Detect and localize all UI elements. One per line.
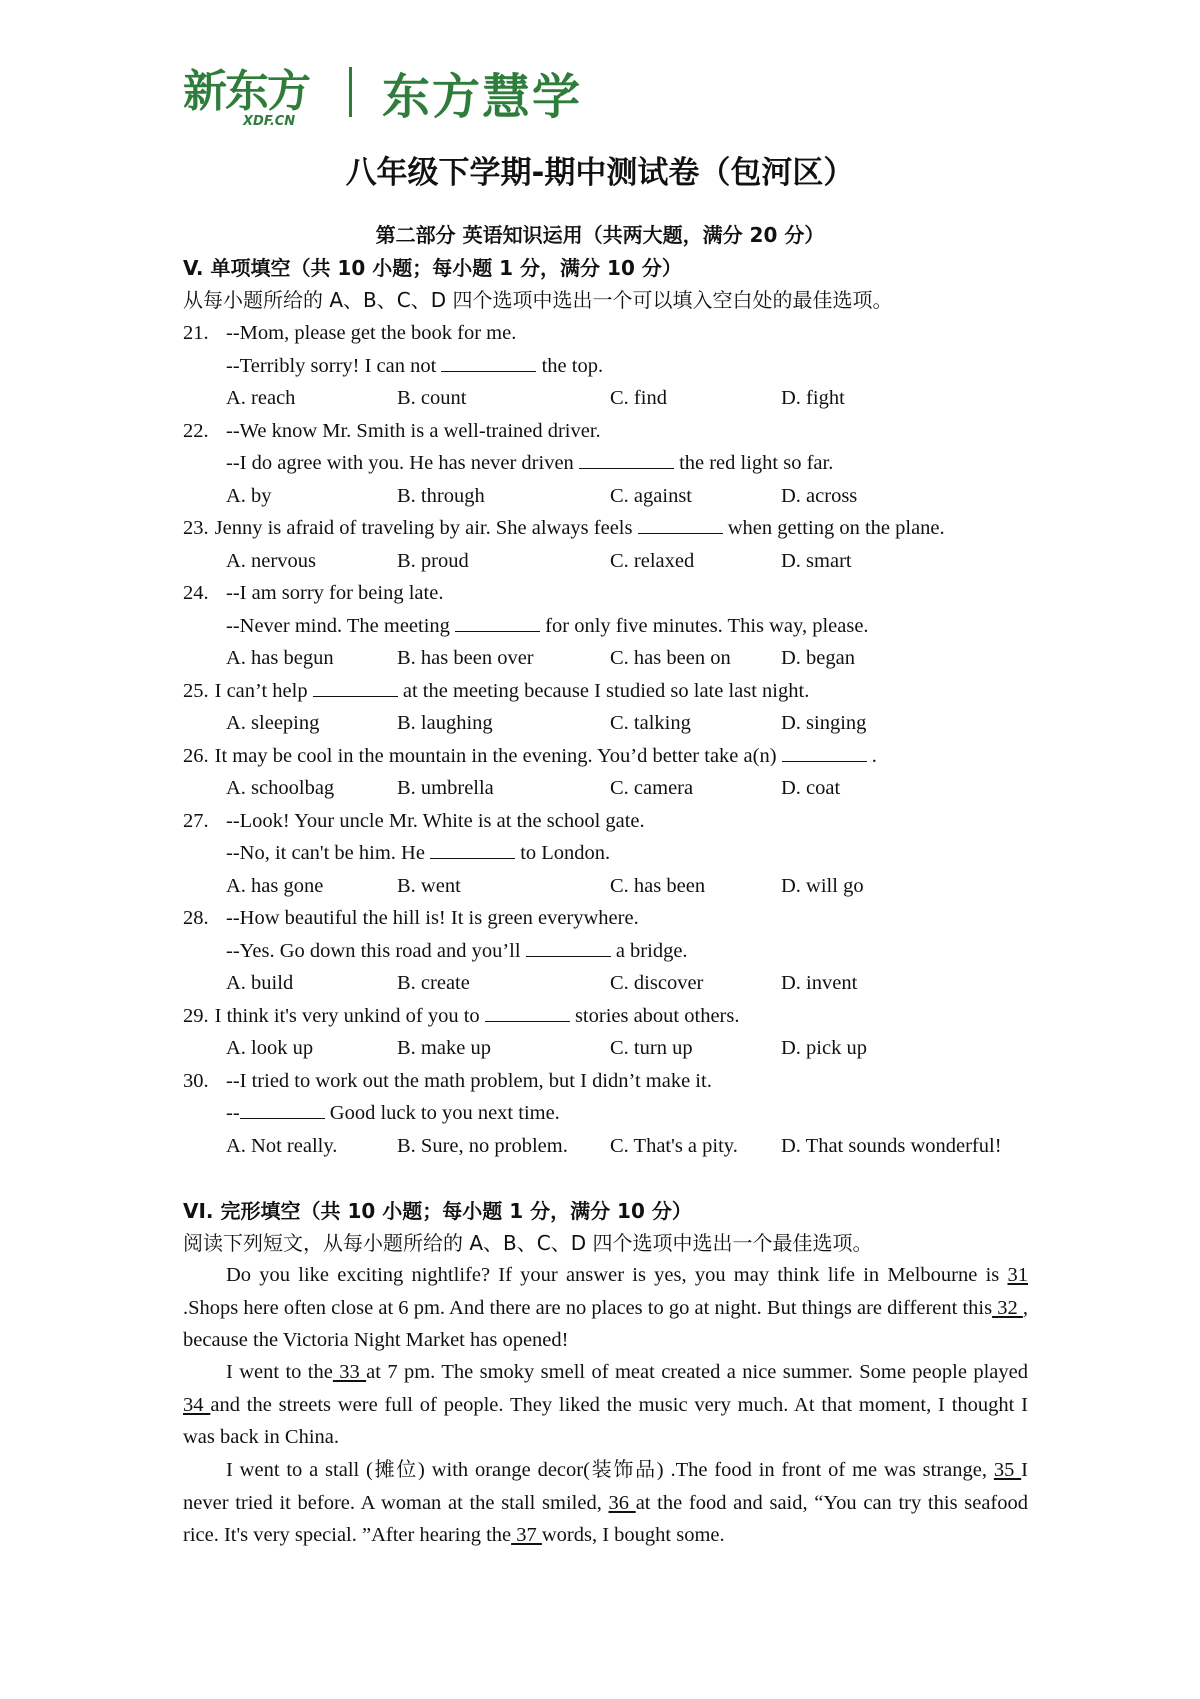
option-c: C. discover <box>610 972 704 994</box>
question-stem-end: stories about others. <box>569 1004 740 1027</box>
logo-main-text: 新东方 <box>183 66 309 117</box>
option-c: C. camera <box>610 777 694 799</box>
answer-blank <box>485 1003 570 1022</box>
question-response <box>226 353 603 379</box>
option-b: B. umbrella <box>397 777 494 799</box>
question-number: 28. <box>183 907 209 929</box>
option-c: C. relaxed <box>610 549 695 572</box>
option-c: C. turn up <box>610 1037 693 1059</box>
question-number: 30. <box>183 1069 209 1092</box>
question-number: 21. <box>183 322 209 344</box>
option-a: A. reach <box>226 387 296 409</box>
question-23 <box>183 515 945 541</box>
cloze-blank-35: 35 <box>993 1459 1022 1481</box>
question-number: 29. <box>183 1004 209 1027</box>
option-c: C. That's a pity. <box>610 1134 738 1157</box>
option-a: A. Not really. <box>226 1134 338 1157</box>
question-21 <box>183 320 516 346</box>
question-response <box>226 938 688 964</box>
answer-blank <box>526 938 611 957</box>
option-b: B. proud <box>397 549 469 572</box>
question-26 <box>183 743 877 769</box>
section6-heading: VI. 完形填空（共 10 小题；每小题 1 分，满分 10 分） <box>183 1199 692 1223</box>
question-stem: --Look! Your uncle Mr. White is at the school gate. <box>226 809 645 832</box>
page-title: 八年级下学期-期中测试卷（包河区） <box>345 155 855 191</box>
question-number: 24. <box>183 582 209 604</box>
option-d: D. singing <box>781 712 867 734</box>
question-stem: --How beautiful the hill is! It is green everywhere. <box>226 907 639 929</box>
option-b: B. has been over <box>397 647 534 669</box>
option-a: A. build <box>226 972 294 994</box>
response-text: --Yes. Go down this road and you’ll <box>226 939 526 962</box>
response-text: -- <box>226 1102 240 1124</box>
option-d: D. will go <box>781 874 864 897</box>
option-c: C. find <box>610 387 667 409</box>
response-text-end: to London. <box>515 842 611 864</box>
question-number: 22. <box>183 419 209 442</box>
answer-blank <box>240 1100 325 1119</box>
option-b: B. Sure, no problem. <box>397 1134 568 1157</box>
logo-divider <box>349 67 352 117</box>
response-text: --Never mind. The meeting <box>226 614 456 637</box>
cloze-blank-32: 32 <box>992 1296 1023 1319</box>
option-d: D. smart <box>781 549 852 572</box>
option-d: D. That sounds wonderful! <box>781 1134 1002 1157</box>
question-number: 26. <box>183 744 209 767</box>
question-stem: --I am sorry for being late. <box>226 582 444 604</box>
answer-blank <box>782 743 867 762</box>
answer-blank <box>313 678 398 697</box>
option-a: A. look up <box>226 1037 314 1059</box>
response-text-end: the top. <box>536 354 604 377</box>
question-stem: I can’t help <box>214 679 313 702</box>
option-a: A. by <box>226 484 272 507</box>
question-response <box>226 1100 560 1126</box>
answer-blank <box>638 515 723 534</box>
passage-paragraph-2: I went to the 33 at 7 pm. The smoky smell of meat created a nice summer. Some people played 34 and the streets were full of people. They liked the music very much. At that moment, I thought I was back in China. <box>183 1361 1029 1448</box>
answer-blank <box>430 840 515 859</box>
question-stem: It may be cool in the mountain in the evening. You’d better take a(n) <box>214 744 782 767</box>
response-text-end: Good luck to you next time. <box>324 1102 560 1124</box>
cloze-blank-34: 34 <box>183 1393 211 1416</box>
logo-sub-text: XDF.CN <box>243 114 296 129</box>
cloze-blank-31: 31 <box>1007 1264 1028 1286</box>
option-d: D. coat <box>781 777 841 799</box>
part2-heading: 第二部分 英语知识运用（共两大题，满分 20 分） <box>375 223 825 247</box>
passage-paragraph-1: Do you like exciting nightlife? If your answer is yes, you may think life in Melbourne is 31 .Shops here often close at 6 pm. And there are no places to go at night. But things are different this 32 , because the Victoria Night Market has opened! <box>183 1264 1028 1351</box>
question-stem-end: at the meeting because I studied so late last night. <box>397 679 810 702</box>
question-stem-end: when getting on the plane. <box>722 517 945 539</box>
question-22 <box>183 418 601 444</box>
answer-blank <box>455 613 540 632</box>
answer-blank <box>441 353 536 372</box>
header-logo <box>183 62 583 129</box>
option-d: D. invent <box>781 972 858 994</box>
cloze-blank-33: 33 <box>332 1361 367 1383</box>
question-response <box>226 450 833 476</box>
xdf-logo <box>183 66 309 129</box>
option-b: B. through <box>397 484 485 507</box>
option-a: A. schoolbag <box>226 777 335 799</box>
option-a: A. sleeping <box>226 712 320 734</box>
option-b: B. laughing <box>397 712 493 734</box>
option-b: B. went <box>397 874 461 897</box>
option-c: C. has been on <box>610 647 731 669</box>
question-response <box>226 613 869 639</box>
question-27 <box>183 808 645 834</box>
question-29 <box>183 1003 739 1029</box>
question-number: 25. <box>183 679 209 702</box>
response-text-end: the red light so far. <box>673 452 834 474</box>
option-a: A. nervous <box>226 549 316 572</box>
response-text: --No, it can't be him. He <box>226 842 431 864</box>
logo-right-text: 东方慧学 <box>382 68 583 125</box>
response-text: --Terribly sorry! I can not <box>226 354 442 377</box>
option-d: D. began <box>781 647 856 669</box>
option-c: C. against <box>610 484 692 507</box>
option-b: B. make up <box>397 1037 491 1059</box>
question-stem-end: . <box>866 744 877 767</box>
question-stem: --We know Mr. Smith is a well-trained driver. <box>226 419 601 442</box>
option-b: B. create <box>397 972 470 994</box>
question-stem: I think it's very unkind of you to <box>214 1004 485 1027</box>
option-d: D. fight <box>781 387 845 409</box>
cloze-blank-37: 37 <box>511 1524 542 1546</box>
question-number: 23. <box>183 517 209 539</box>
section5-instruction: 从每小题所给的 A、B、C、D 四个选项中选出一个可以填入空白处的最佳选项。 <box>183 288 893 312</box>
passage-paragraph-3: I went to a stall (摊位) with orange decor(装饰品) .The food in front of me was strange, 35 I never tried it before. A woman at the stall smiled, 36 at the food and said, “You can try this seafood rice. It's very special. ”After hearing the 37 words, I bought some. <box>183 1457 1028 1546</box>
response-text-end: a bridge. <box>610 939 688 962</box>
question-stem: Jenny is afraid of traveling by air. She always feels <box>214 517 638 539</box>
question-24 <box>183 580 443 606</box>
option-d: D. across <box>781 484 858 507</box>
section6-instruction: 阅读下列短文，从每小题所给的 A、B、C、D 四个选项中选出一个最佳选项。 <box>183 1231 873 1255</box>
question-30 <box>183 1068 712 1094</box>
question-28 <box>183 905 639 931</box>
question-response <box>226 840 610 866</box>
question-number: 27. <box>183 809 209 832</box>
cloze-blank-36: 36 <box>608 1491 636 1514</box>
option-a: A. has gone <box>226 874 324 897</box>
response-text: --I do agree with you. He has never driven <box>226 452 579 474</box>
option-b: B. count <box>397 387 467 409</box>
option-d: D. pick up <box>781 1037 867 1059</box>
option-c: C. talking <box>610 712 691 734</box>
section5-heading: V. 单项填空（共 10 小题；每小题 1 分，满分 10 分） <box>183 256 682 280</box>
answer-blank <box>579 450 674 469</box>
response-text-end: for only five minutes. This way, please. <box>540 614 869 637</box>
option-c: C. has been <box>610 874 706 897</box>
question-stem: --I tried to work out the math problem, but I didn’t make it. <box>226 1069 712 1092</box>
question-25 <box>183 678 809 704</box>
question-stem: --Mom, please get the book for me. <box>226 322 517 344</box>
option-a: A. has begun <box>226 647 334 669</box>
